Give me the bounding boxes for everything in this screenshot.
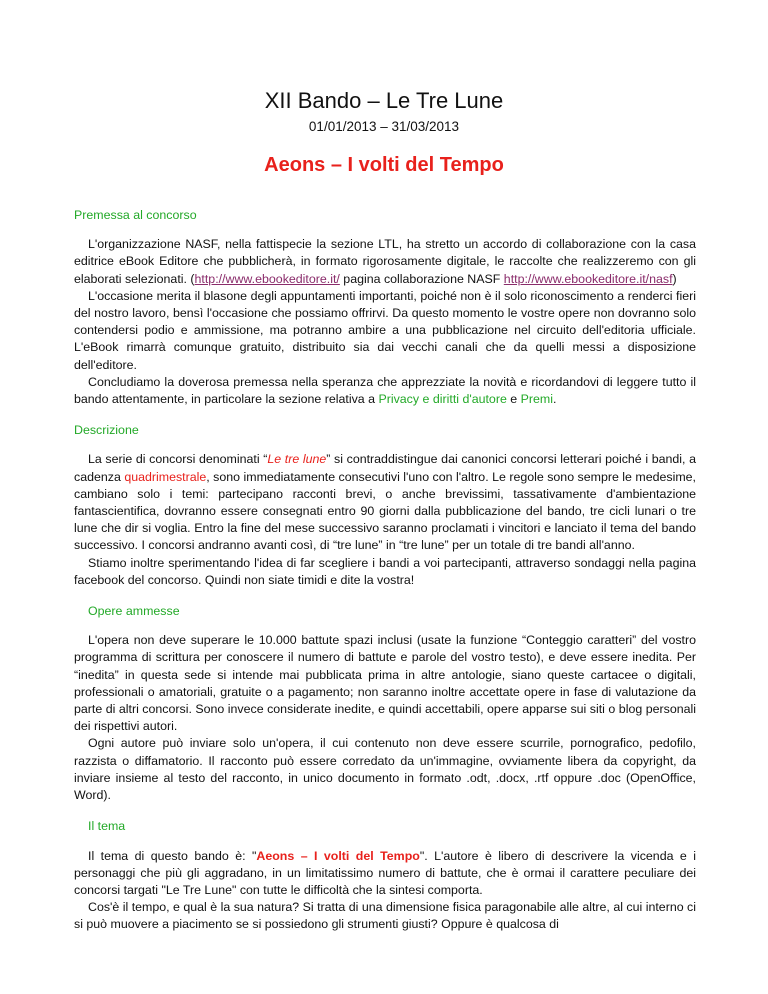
text-fragment: ) bbox=[672, 271, 677, 286]
tema-paragraph-2: Cos'è il tempo, e qual è la sua natura? Si tratta di una dimensione fisica paragonabile alle altre, al cui interno ci si può muovere a piacimento se si possiedono gli strumenti giusti? Oppure è qualcosa di bbox=[74, 900, 696, 932]
privacy-section-reference: Privacy e diritti d'autore bbox=[378, 392, 507, 407]
premessa-paragraph-3 bbox=[74, 374, 696, 408]
text-fragment: ” si contraddistingue dai canonici concorsi letterari poiché i bandi, a cadenza bbox=[74, 452, 696, 484]
premessa-paragraph-1 bbox=[74, 236, 696, 288]
ebookeditore-nasf-link[interactable]: http://www.ebookeditore.it/nasf bbox=[503, 271, 673, 286]
section-descrizione bbox=[74, 422, 696, 589]
text-fragment: Il tema di questo bando è: " bbox=[88, 848, 257, 863]
descrizione-paragraph-1 bbox=[74, 451, 696, 554]
section-tema bbox=[74, 818, 696, 933]
opere-paragraph-2: Ogni autore può inviare solo un'opera, il cui contenuto non deve essere scurrile, pornografico, pedofilo, razzista o diffamatorio. Il racconto può essere corredato da un'immagine, ovviamente libera da copyright, da inviare insieme al testo del racconto, in unico documento in formato .odt, .docx, .rtf oppure .doc (OpenOffice, Word). bbox=[74, 736, 696, 803]
text-fragment: . bbox=[552, 392, 557, 407]
tema-paragraph-1 bbox=[74, 848, 696, 900]
theme-name: Aeons – I volti del Tempo bbox=[256, 848, 420, 863]
text-fragment: pagina collaborazione NASF bbox=[339, 271, 504, 286]
opere-paragraph-1: L'opera non deve superare le 10.000 battute spazi inclusi (usate la funzione “Conteggio caratteri” del vostro programma di scrittura per conoscere il numero di battute e parole del vostro testo), e deve essere inedita. Per “inedita” in questa sede si intende mai pubblicata prima in altre antologie, siano queste cartacee o digitali, professionali o amatoriali, gratuite o a pagamento; non saranno inoltre accettate opere in fase di valutazione da parte di altri concorsi. Sono invece considerate inedite, e quindi accettabili, opere apparse sui siti o blog personali dei rispettivi autori. bbox=[74, 633, 696, 734]
section-opere bbox=[74, 603, 696, 804]
text-fragment: Concludiamo la doverosa premessa nella speranza che apprezziate la novità e ricordandovi di leggere tutto il bando attentamente, in particolare la sezione relativa a bbox=[74, 374, 696, 407]
section-premessa bbox=[74, 207, 696, 408]
text-fragment: La serie di concorsi denominati “ bbox=[88, 452, 268, 467]
section-heading-tema: Il tema bbox=[88, 819, 126, 834]
series-name: Le tre lune bbox=[267, 452, 327, 467]
date-range: 01/01/2013 – 31/03/2013 bbox=[308, 119, 460, 134]
text-fragment: L'organizzazione NASF, nella fattispecie la sezione LTL, ha stretto un accordo di collaborazione con la casa editrice eBook Editore che pubblicherà, in formato rigorosamente digitale, le raccolte che realizzeremo con gli elaborati selezionati. ( bbox=[74, 237, 696, 286]
section-heading-premessa: Premessa al concorso bbox=[74, 208, 197, 222]
section-heading-descrizione: Descrizione bbox=[74, 423, 139, 438]
text-fragment: e bbox=[506, 392, 521, 407]
premessa-paragraph-2: L'occasione merita il blasone degli appuntamenti importanti, poiché non è il solo riconoscimento a renderci fieri del nostro lavoro, bensì l'occasione che possiamo offrirvi. Da questo momento le vostre opere non dovranno solo contendersi podio e ammissione, ma potranno ambire a una pubblicazione nel circuito dell'editoria ufficiale. L'eBook rimarrà comunque gratuito, distribuito sia dai vecchi canali che da quelli messi a disposizione dell'editore. bbox=[74, 288, 696, 372]
descrizione-paragraph-2: Stiamo inoltre sperimentando l'idea di far scegliere i bandi a voi partecipanti, attraverso sondaggi nella pagina facebook del concorso. Quindi non siate timidi e dite la vostra! bbox=[74, 555, 696, 587]
frequency-highlight: quadrimestrale bbox=[124, 469, 207, 484]
text-fragment: ". L'autore è libero di descrivere la vicenda e i personaggi che più gli aggradano, in un limitatissimo numero di battute, che è ormai il carattere peculiare dei concorsi targati "Le Tre Lune" con tutte le difficoltà che la sintesi comporta. bbox=[74, 848, 696, 897]
section-heading-opere: Opere ammesse bbox=[88, 604, 180, 619]
document-header bbox=[0, 0, 768, 178]
ebookeditore-link[interactable]: http://www.ebookeditore.it/ bbox=[194, 271, 340, 286]
premi-section-reference: Premi bbox=[520, 392, 553, 407]
page-title: XII Bando – Le Tre Lune bbox=[264, 88, 504, 113]
text-fragment: , sono immediatamente consecutivi l'uno con l'altro. Le regole sono sempre le medesime, cambiano solo i temi: partecipano racconti brevi, o anche brevissimi, tassativamente d'ambientazione fantascientifica, dovranno essere consegnati entro 90 giorni dalla pubblicazione del bando, tre cicli lunari o tre lune che dir si voglia. Entro la fine del mese successivo saranno proclamati i vincitori e lanciato il tema del bando successivo. I concorsi andranno avanti così, di “tre lune” in “tre lune” per un totale di tre bandi all'anno. bbox=[74, 469, 697, 553]
document-body bbox=[74, 207, 696, 948]
contest-theme-title: Aeons – I volti del Tempo bbox=[264, 154, 504, 176]
